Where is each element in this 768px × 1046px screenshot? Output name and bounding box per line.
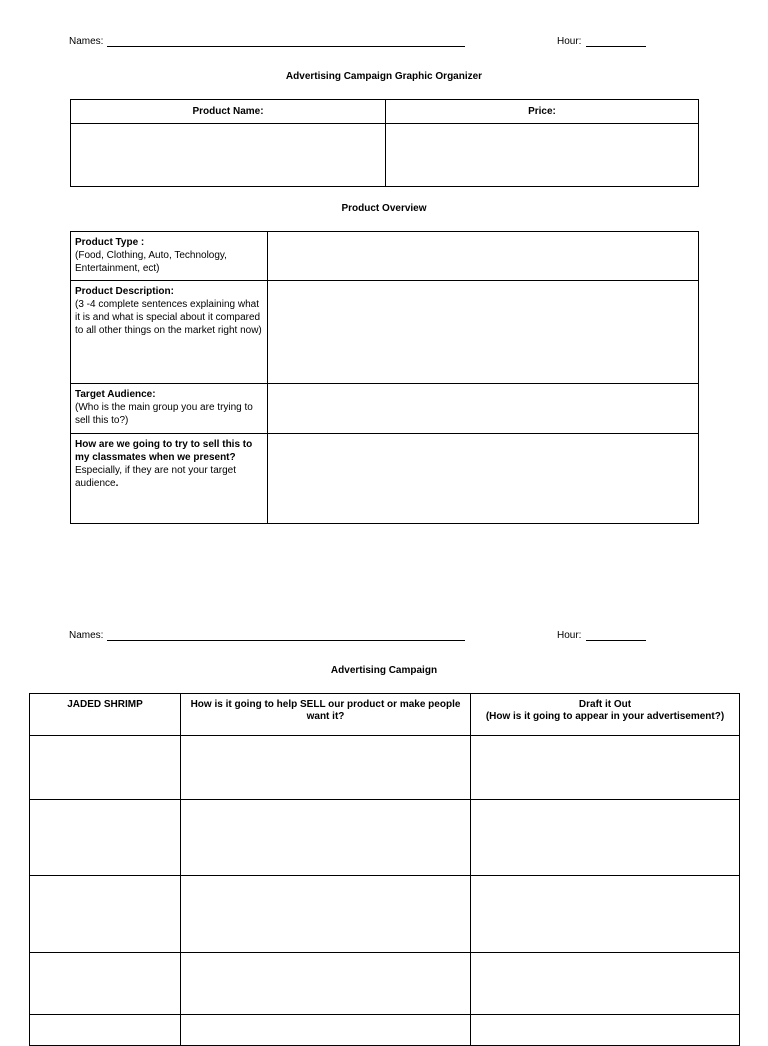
sell-strategy-label-cell <box>71 434 268 524</box>
campaign-cell[interactable] <box>30 876 181 953</box>
names-label: Names: <box>69 36 104 47</box>
product-name-cell[interactable] <box>71 124 386 187</box>
sell-strategy-label: How are we going to try to sell this to my classmates when we present? <box>75 439 253 463</box>
product-type-label-cell <box>71 232 268 281</box>
campaign-cell[interactable] <box>471 876 740 953</box>
product-type-label: Product Type : <box>75 237 145 248</box>
hour-field[interactable] <box>586 36 646 47</box>
campaign-cell[interactable] <box>181 953 471 1015</box>
campaign-cell[interactable] <box>181 1015 471 1046</box>
target-audience-label-cell <box>71 384 268 434</box>
hour-field-2[interactable] <box>586 630 646 641</box>
price-cell[interactable] <box>386 124 699 187</box>
campaign-title: Advertising Campaign <box>330 665 438 676</box>
campaign-cell[interactable] <box>471 736 740 800</box>
campaign-cell[interactable] <box>471 1015 740 1046</box>
product-description-label: Product Description: <box>75 286 174 297</box>
price-header: Price: <box>386 100 699 124</box>
draft-header-line1: Draft it Out <box>578 699 632 710</box>
campaign-cell[interactable] <box>30 1015 181 1046</box>
draft-header <box>471 694 740 736</box>
sell-strategy-hint: Especially, if they are not your target audience <box>75 465 237 489</box>
product-description-hint: (3 -4 complete sentences explaining what it is and what is special about it compared to all other things on the market right now) <box>75 299 262 336</box>
campaign-cell[interactable] <box>181 800 471 876</box>
campaign-cell[interactable] <box>181 736 471 800</box>
names-field[interactable] <box>107 36 465 47</box>
campaign-cell[interactable] <box>30 736 181 800</box>
product-description-label-cell <box>71 281 268 384</box>
target-audience-answer[interactable] <box>268 384 699 434</box>
campaign-cell[interactable] <box>30 800 181 876</box>
names-hour-row-2 <box>69 630 669 642</box>
product-table <box>70 99 699 187</box>
product-type-answer[interactable] <box>268 232 699 281</box>
overview-title: Product Overview <box>341 203 427 214</box>
draft-header-line2: (How is it going to appear in your advertisement?) <box>485 711 725 722</box>
campaign-cell[interactable] <box>471 953 740 1015</box>
sell-header: How is it going to help SELL our product or make people want it? <box>181 694 471 736</box>
sell-strategy-answer[interactable] <box>268 434 699 524</box>
page-title: Advertising Campaign Graphic Organizer <box>285 71 483 82</box>
names-field-2[interactable] <box>107 630 465 641</box>
target-audience-label: Target Audience: <box>75 389 156 400</box>
campaign-table <box>29 693 740 1046</box>
jaded-shrimp-header: JADED SHRIMP <box>30 694 181 736</box>
target-audience-hint: (Who is the main group you are trying to sell this to?) <box>75 402 253 426</box>
sell-strategy-period: . <box>115 478 119 489</box>
names-hour-row <box>69 36 669 48</box>
product-description-answer[interactable] <box>268 281 699 384</box>
hour-label-2: Hour: <box>557 630 582 641</box>
overview-table <box>70 231 699 524</box>
names-label-2: Names: <box>69 630 104 641</box>
product-name-header: Product Name: <box>71 100 386 124</box>
campaign-cell[interactable] <box>181 876 471 953</box>
hour-label: Hour: <box>557 36 582 47</box>
product-type-hint: (Food, Clothing, Auto, Technology, Entertainment, ect) <box>75 250 227 274</box>
campaign-cell[interactable] <box>471 800 740 876</box>
campaign-cell[interactable] <box>30 953 181 1015</box>
